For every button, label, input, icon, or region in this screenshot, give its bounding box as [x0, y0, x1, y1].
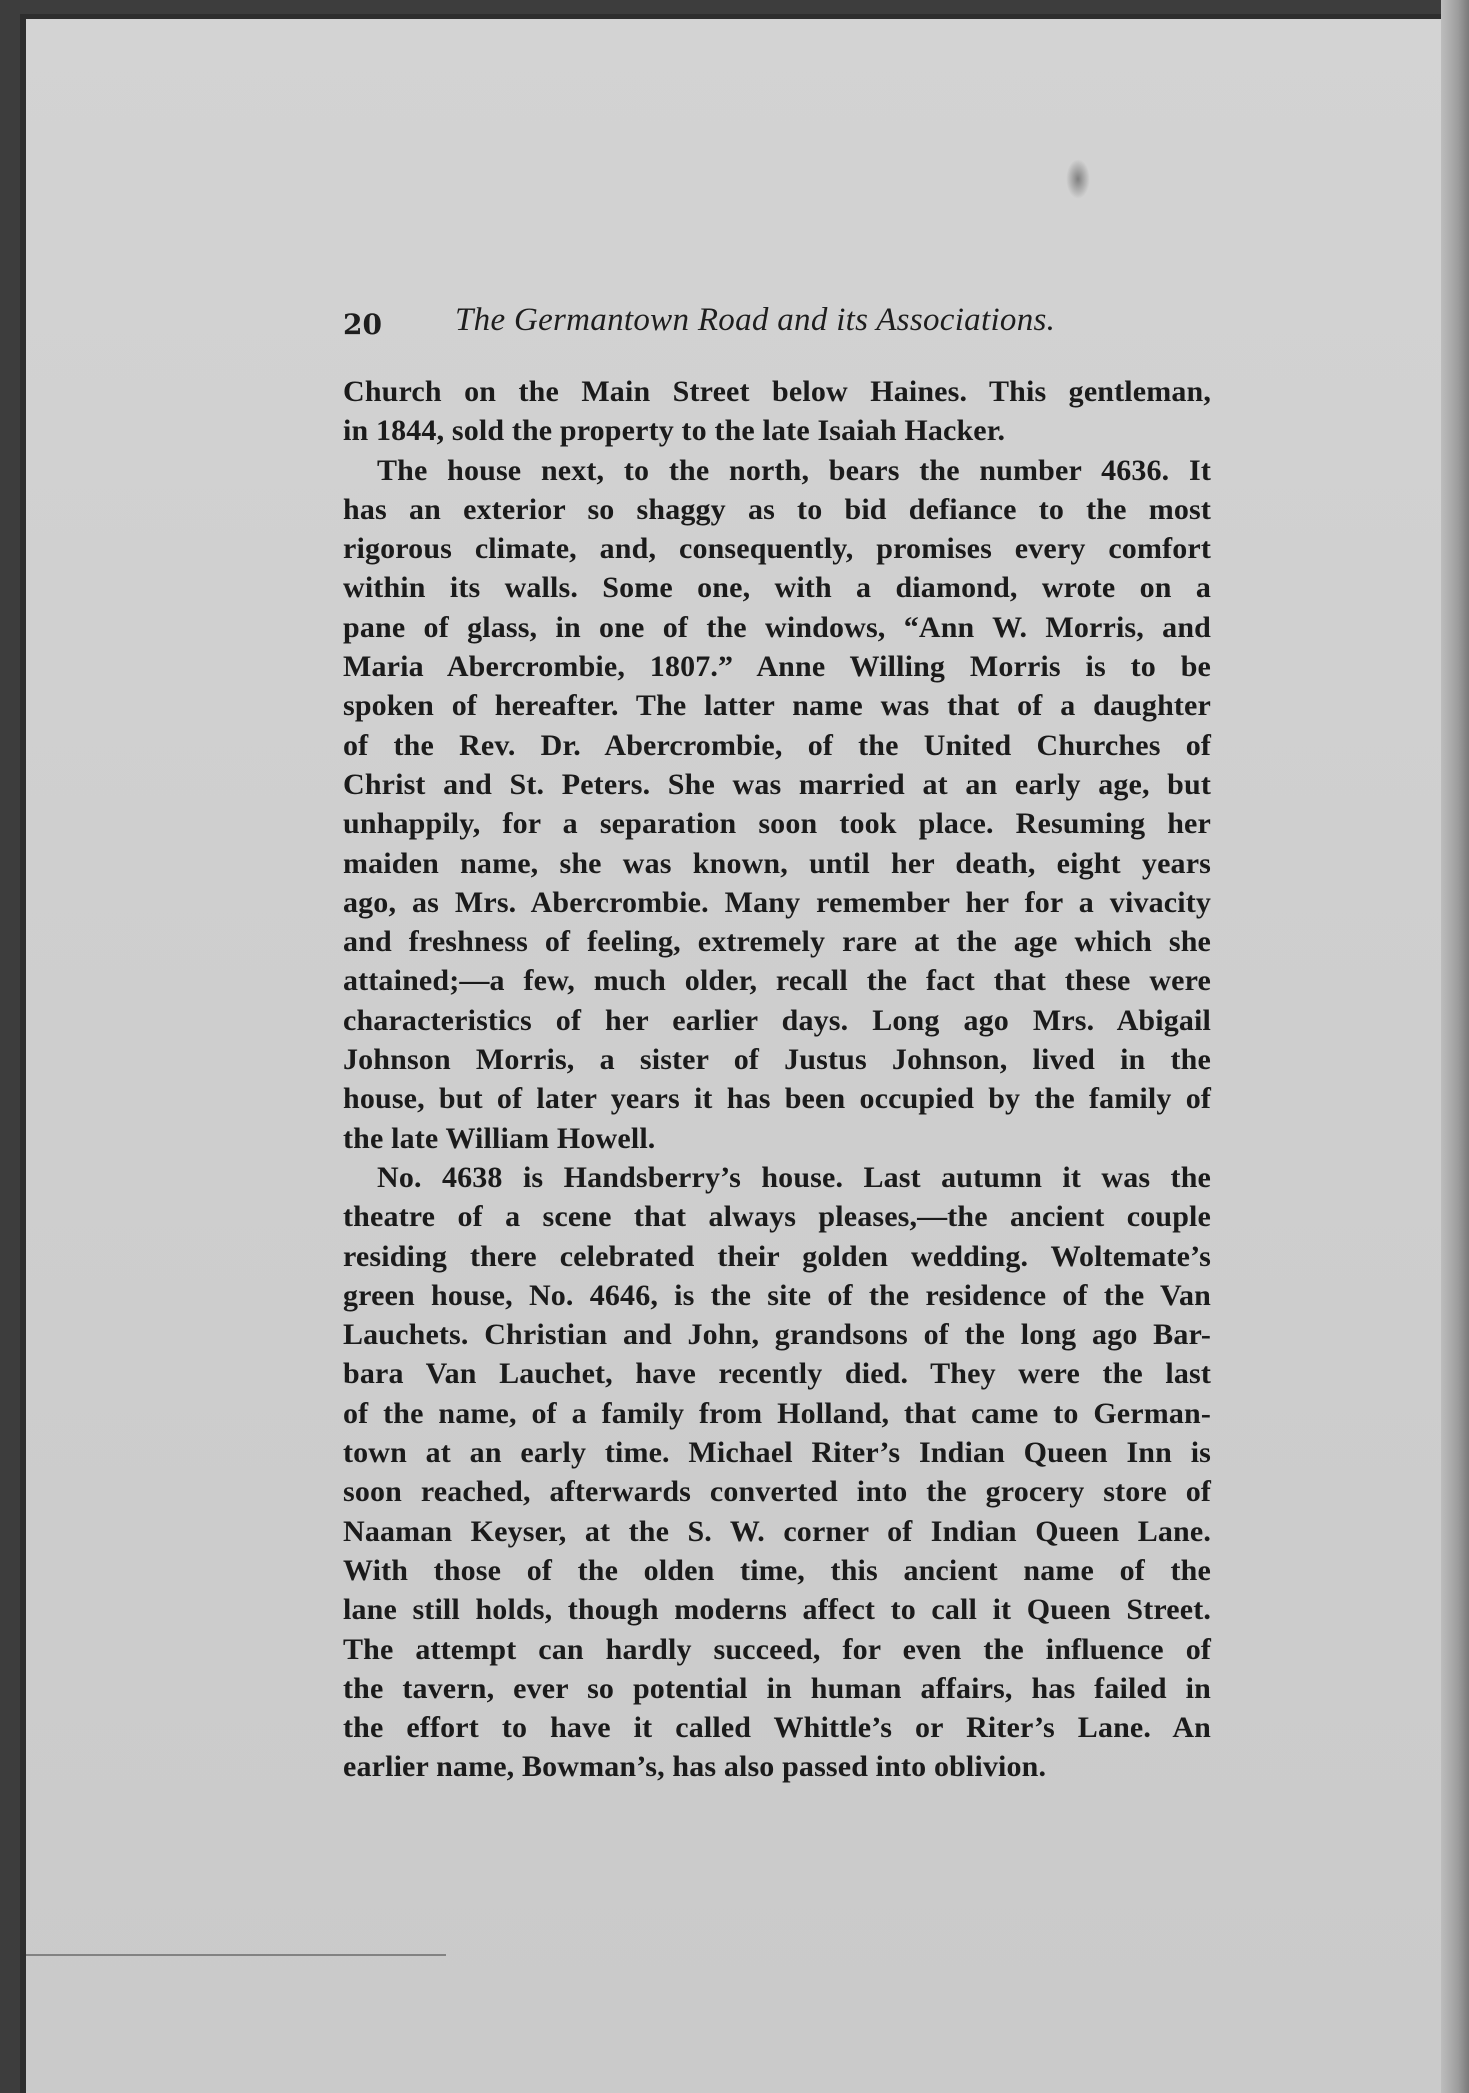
text-line: characteristics of her earlier days. Long ago Mrs. Abigail	[343, 1003, 1211, 1037]
text-line: has an exterior so shaggy as to bid defiance to the most	[343, 492, 1211, 526]
text-line: Church on the Main Street below Haines. This gentleman,	[343, 375, 1211, 408]
text-line: in 1844, sold the property to the late Isaiah Hacker.	[343, 414, 1006, 448]
text-line: Christ and St. Peters. She was married at an early age, but	[343, 767, 1211, 801]
text-line: ago, as Mrs. Abercrombie. Many remember her for a vivacity	[343, 885, 1211, 919]
text-line: lane still holds, though moderns affect to call it Queen Street.	[343, 1593, 1211, 1627]
text-line: earlier name, Bowman’s, has also passed into oblivion.	[343, 1750, 1047, 1784]
scan-mark	[26, 1954, 446, 1956]
text-line: With those of the olden time, this ancient name of the	[343, 1553, 1211, 1587]
text-line: Maria Abercrombie, 1807.” Anne Willing Morris is to be	[343, 650, 1211, 684]
text-line: house, but of later years it has been occupied by the family of	[343, 1082, 1211, 1116]
text-line: rigorous climate, and, consequently, promises every comfort	[343, 532, 1211, 566]
running-title: The Germantown Road and its Associations.	[455, 302, 1056, 338]
text-line: Naaman Keyser, at the S. W. corner of Indian Queen Lane.	[343, 1514, 1211, 1548]
ink-smudge	[1066, 159, 1090, 199]
page-edge	[1441, 0, 1469, 2093]
text-line: Johnson Morris, a sister of Justus Johnson, lived in the	[343, 1043, 1211, 1077]
text-line: bara Van Lauchet, have recently died. They were the last	[343, 1357, 1211, 1391]
text-line: and freshness of feeling, extremely rare at the age which she	[343, 925, 1211, 959]
text-line: within its walls. Some one, with a diamond, wrote on a	[343, 571, 1211, 605]
page-header	[343, 300, 1083, 350]
text-line: residing there celebrated their golden wedding. Woltemate’s	[343, 1239, 1211, 1273]
text-line: The attempt can hardly succeed, for even the influence of	[343, 1632, 1211, 1666]
text-line: attained;—a few, much older, recall the fact that these were	[343, 964, 1211, 998]
text-line: spoken of hereafter. The latter name was that of a daughter	[343, 689, 1211, 723]
text-line: unhappily, for a separation soon took place. Resuming her	[343, 807, 1211, 841]
text-line: theatre of a scene that always pleases,—the ancient couple	[343, 1200, 1211, 1234]
text-line: the effort to have it called Whittle’s or Riter’s Lane. An	[343, 1711, 1211, 1745]
text-line: of the name, of a family from Holland, that came to German-	[343, 1396, 1211, 1430]
text-line: The house next, to the north, bears the number 4636. It	[377, 453, 1211, 487]
text-line: soon reached, afterwards converted into the grocery store of	[343, 1475, 1211, 1509]
text-line: maiden name, she was known, until her death, eight years	[343, 846, 1211, 880]
text-line: pane of glass, in one of the windows, “Ann W. Morris, and	[343, 610, 1211, 644]
body-text	[343, 372, 1211, 1787]
text-line: town at an early time. Michael Riter’s Indian Queen Inn is	[343, 1436, 1211, 1470]
text-line: the tavern, ever so potential in human affairs, has failed in	[343, 1671, 1211, 1705]
page-number: 20	[343, 308, 382, 341]
text-line: No. 4638 is Handsberry’s house. Last autumn it was the	[377, 1160, 1211, 1194]
text-line: of the Rev. Dr. Abercrombie, of the United Churches of	[343, 728, 1211, 762]
text-line: green house, No. 4646, is the site of the residence of the Van	[343, 1278, 1211, 1312]
text-line: the late William Howell.	[343, 1121, 656, 1155]
text-line: Lauchets. Christian and John, grandsons of the long ago Bar-	[343, 1318, 1211, 1352]
